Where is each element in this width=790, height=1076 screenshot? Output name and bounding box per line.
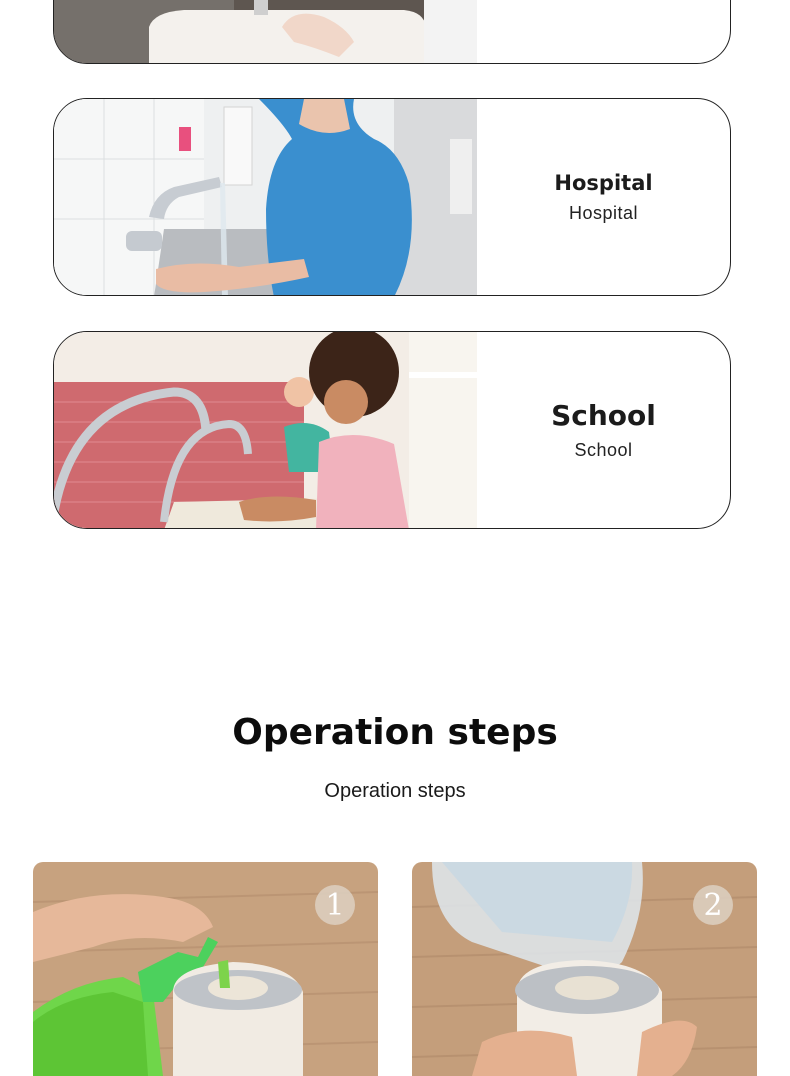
step-number-badge: 2 — [693, 885, 733, 925]
scene-card-top — [53, 0, 731, 64]
operation-steps-heading: Operation steps — [232, 712, 558, 753]
scene-title: Hospital — [554, 170, 653, 195]
step-card-2 — [412, 862, 757, 1076]
scene-subtitle: School — [574, 440, 633, 460]
washbasin-photo — [54, 0, 477, 63]
operation-steps-subheading: Operation steps — [324, 780, 466, 802]
hospital-handwash-photo — [54, 99, 477, 295]
scene-text — [477, 99, 730, 295]
scene-text — [477, 332, 730, 528]
scene-text — [477, 0, 730, 63]
scene-title: School — [551, 399, 656, 432]
step-card-1 — [33, 862, 378, 1076]
step-number-badge: 1 — [315, 885, 355, 925]
scene-card-hospital — [53, 98, 731, 296]
school-handwash-photo — [54, 332, 477, 528]
scene-card-school — [53, 331, 731, 529]
scene-subtitle: Hospital — [568, 202, 639, 223]
